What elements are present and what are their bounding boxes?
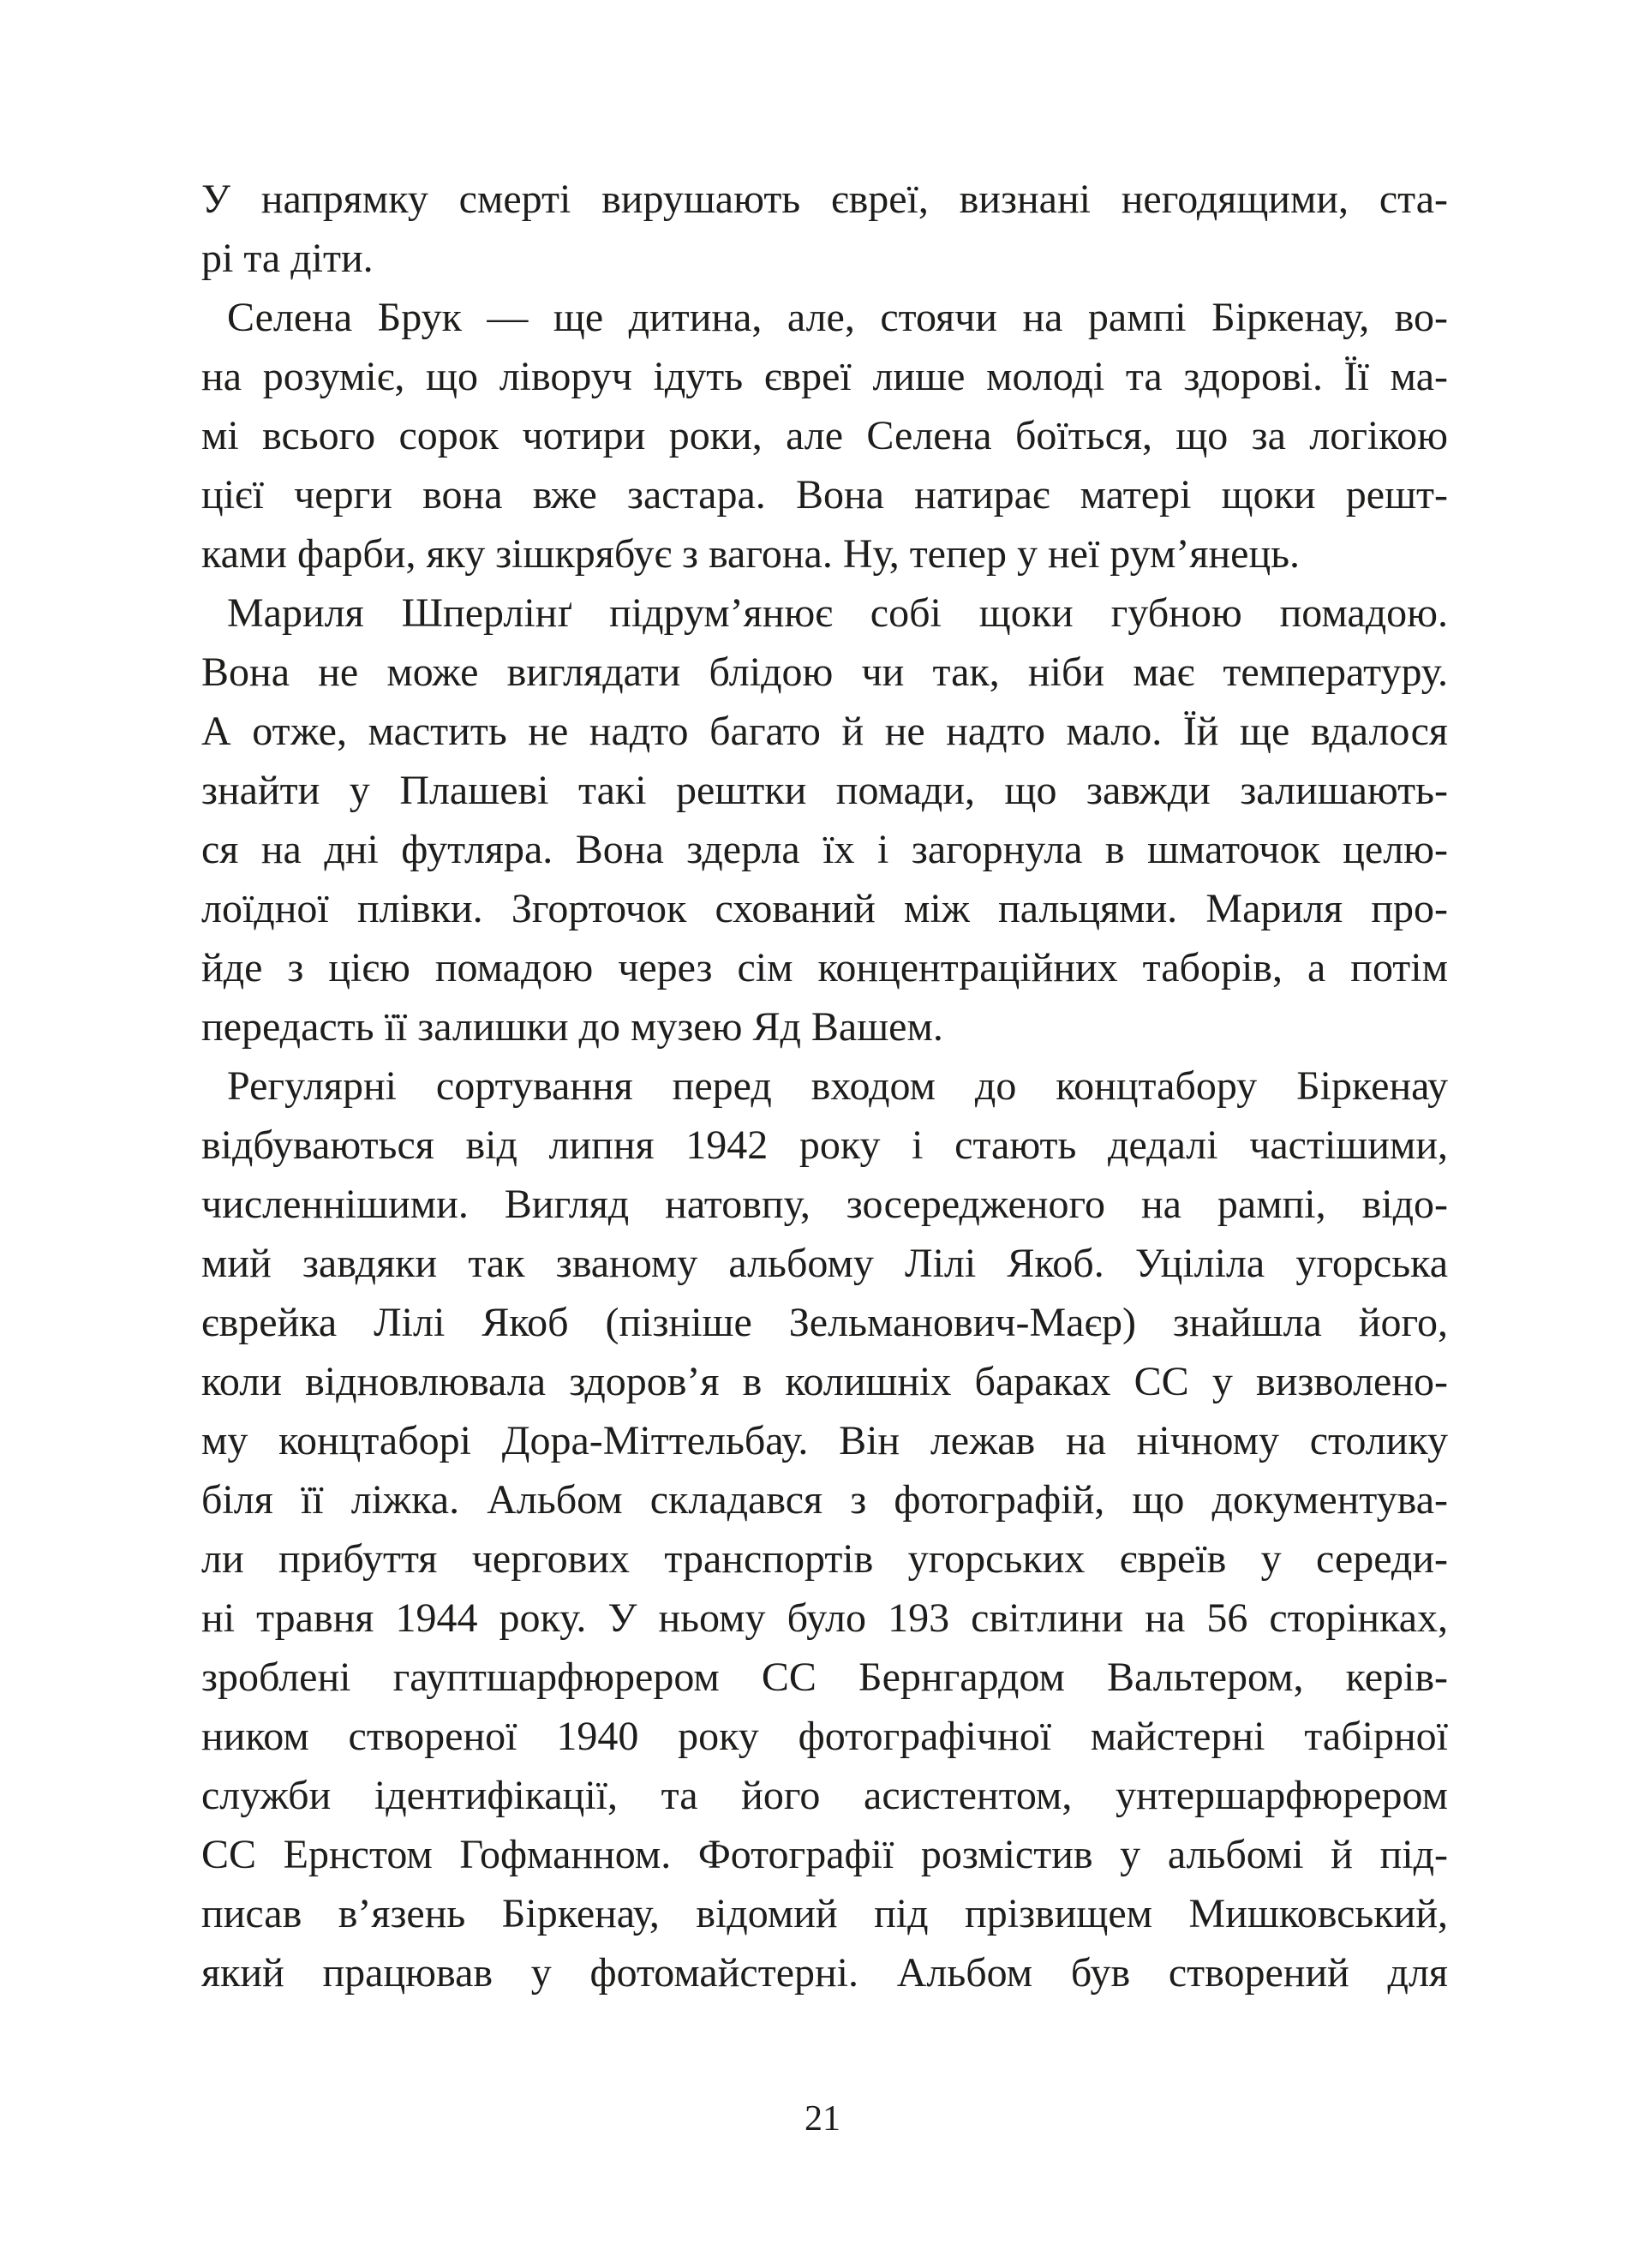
- text-line: ником створеної 1940 року фотографічної майстерні табірної: [201, 1714, 1448, 1759]
- text-line: відбуваються від липня 1942 року і стають дедалі частішими,: [201, 1122, 1448, 1168]
- text-line: мий завдяки так званому альбому Лілі Якоб. Уціліла угорська: [201, 1241, 1448, 1286]
- text-line: лоїдної плівки. Згорточок схований між пальцями. Мариля про-: [201, 886, 1448, 931]
- text-line: Селена Брук — ще дитина, але, стоячи на рампі Біркенау, во-: [227, 295, 1448, 340]
- text-line: А отже, мастить не надто багато й не надто мало. Їй ще вдалося: [201, 709, 1448, 754]
- text-line: СС Ернстом Гофманном. Фотографії розмістив у альбомі й під-: [201, 1832, 1448, 1877]
- text-line: єврейка Лілі Якоб (пізніше Зельманович-Маєр) знайшла його,: [201, 1300, 1448, 1345]
- text-line: писав в’язень Біркенау, відомий під прізвищем Мишковський,: [201, 1891, 1448, 1936]
- text-line: му концтаборі Дора-Міттельбау. Він лежав на нічному столику: [201, 1418, 1448, 1463]
- text-line: служби ідентифікації, та його асистентом, унтершарфюрером: [201, 1773, 1448, 1818]
- paragraph: [201, 170, 1448, 288]
- text-line: численнішими. Вигляд натовпу, зосередженого на рампі, відо-: [201, 1182, 1448, 1227]
- paragraph: [201, 583, 1448, 1056]
- paragraph: [201, 288, 1448, 583]
- text-line: У напрямку смерті вирушають євреї, визнані негодящими, ста-: [201, 177, 1448, 222]
- text-line: на розуміє, що ліворуч ідуть євреї лише молоді та здорові. Її ма-: [201, 354, 1448, 399]
- text-line: Мариля Шперлінґ підрум’янює собі щоки губною помадою.: [227, 590, 1448, 636]
- text-line: мі всього сорок чотири роки, але Селена боїться, що за логікою: [201, 413, 1448, 458]
- paragraph: [201, 1056, 1448, 2002]
- text-line: який працював у фотомайстерні. Альбом був створений для: [201, 1950, 1448, 1996]
- text-line: цієї черги вона вже застара. Вона натирає матері щоки решт-: [201, 472, 1448, 518]
- text-line: ками фарби, яку зішкрябує з вагона. Ну, тепер у неї рум’янець.: [201, 531, 1301, 577]
- text-line: зроблені гауптшарфюрером СС Бернгардом Вальтером, керів-: [201, 1655, 1448, 1700]
- text-line: рі та діти.: [201, 236, 374, 281]
- text-line: Регулярні сортування перед входом до концтабору Біркенау: [227, 1063, 1448, 1109]
- text-line: йде з цією помадою через сім концентраційних таборів, а потім: [201, 945, 1448, 990]
- text-line: ні травня 1944 року. У ньому було 193 світлини на 56 сторінках,: [201, 1595, 1448, 1641]
- text-line: знайти у Плашеві такі рештки помади, що завжди залишають-: [201, 768, 1448, 813]
- text-line: передасть її залишки до музею Яд Вашем.: [201, 1004, 943, 1050]
- text-line: біля її ліжка. Альбом складався з фотографій, що документува-: [201, 1477, 1448, 1523]
- text-line: Вона не може виглядати блідою чи так, ніби має температуру.: [201, 649, 1448, 695]
- page-number: 21: [805, 2099, 840, 2139]
- body-text: [201, 170, 1448, 2002]
- text-line: ся на дні футляра. Вона здерла їх і загорнула в шматочок целю-: [201, 827, 1448, 872]
- text-line: ли прибуття чергових транспортів угорських євреїв у середи-: [201, 1536, 1448, 1582]
- text-line: коли відновлювала здоров’я в колишніх бараках СС у визволено-: [201, 1359, 1448, 1404]
